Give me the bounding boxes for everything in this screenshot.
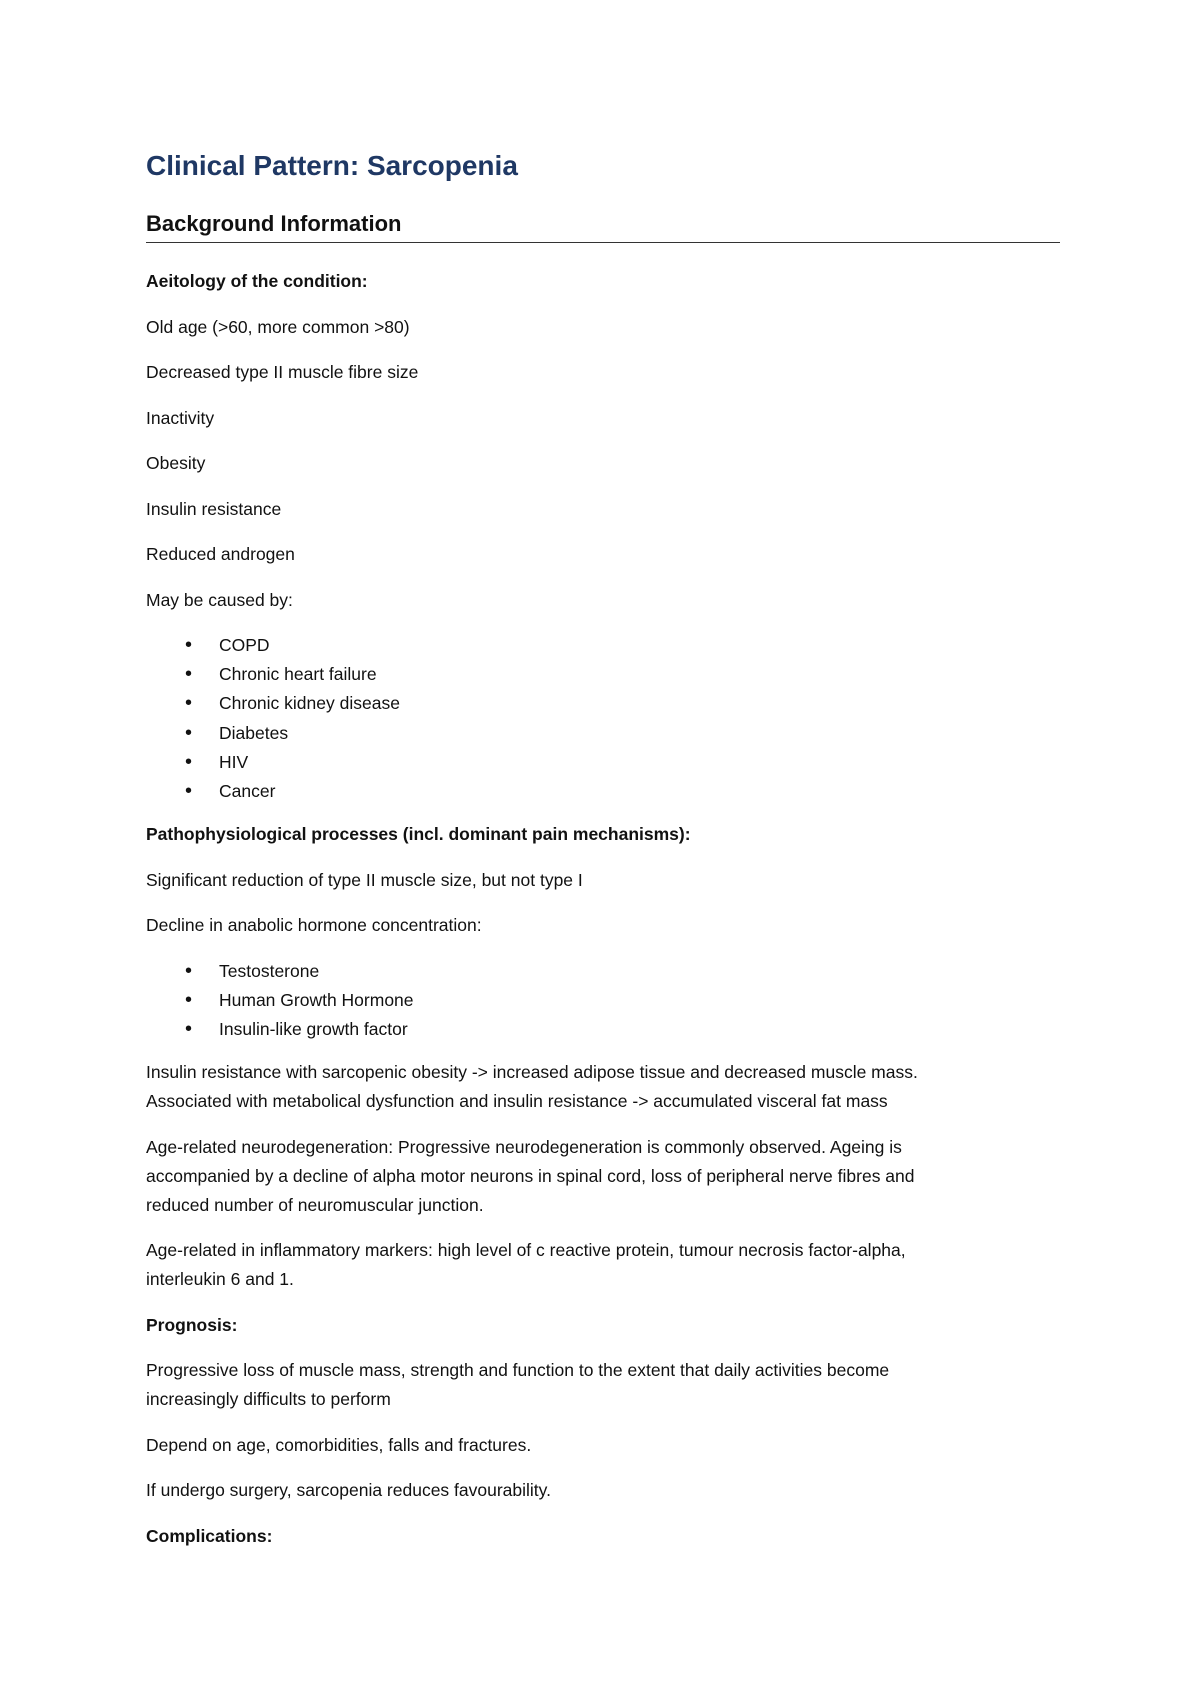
document-body <box>146 267 1060 1551</box>
prognosis-paragraph: Depend on age, comorbidities, falls and fractures. <box>146 1434 532 1455</box>
caused-by-label: May be caused by: <box>146 589 293 610</box>
prognosis-paragraph: If undergo surgery, sarcopenia reduces favourability. <box>146 1480 551 1501</box>
page-title: Clinical Pattern: Sarcopenia <box>146 150 518 181</box>
inflammatory-markers-paragraph <box>146 1236 1060 1294</box>
list-item: • Human Growth Hormone <box>219 986 1060 1015</box>
pathophysiology-paragraph: Significant reduction of type II muscle size, but not type I <box>146 869 583 890</box>
text-line: interleukin 6 and 1. <box>146 1269 294 1290</box>
section-heading: Background Information <box>146 210 1060 243</box>
aetiology-item: Inactivity <box>146 407 215 428</box>
aetiology-item: Insulin resistance <box>146 498 282 519</box>
prognosis-heading: Prognosis: <box>146 1314 238 1335</box>
text-line: Associated with metabolical dysfunction and insulin resistance -> accumulated visceral fat mass <box>146 1091 888 1112</box>
text-line: Age-related in inflammatory markers: high level of c reactive protein, tumour necrosis factor-alpha, <box>146 1240 906 1261</box>
text-line: reduced number of neuromuscular junction. <box>146 1194 484 1215</box>
aetiology-heading: Aeitology of the condition: <box>146 271 368 291</box>
text-line: Progressive loss of muscle mass, strength and function to the extent that daily activities become <box>146 1360 890 1381</box>
text-line: increasingly difficults to perform <box>146 1389 391 1410</box>
text-line: Insulin resistance with sarcopenic obesity -> increased adipose tissue and decreased muscle mass. <box>146 1062 918 1083</box>
aetiology-item: Obesity <box>146 453 206 473</box>
list-item: • Cancer <box>219 777 1060 806</box>
hormone-list <box>146 957 1060 1045</box>
aetiology-item: Reduced androgen <box>146 544 295 564</box>
caused-by-list <box>146 631 1060 806</box>
list-item: • COPD <box>219 631 1060 660</box>
complications-heading: Complications: <box>146 1525 273 1546</box>
list-item: • HIV <box>219 748 1060 777</box>
text-line: Age-related neurodegeneration: Progressive neurodegeneration is commonly observed. Ageing is <box>146 1136 902 1157</box>
aetiology-item: Decreased type II muscle fibre size <box>146 362 419 382</box>
list-item: • Chronic kidney disease <box>219 689 1060 718</box>
prognosis-paragraph <box>146 1356 1060 1414</box>
hormone-decline-label: Decline in anabolic hormone concentration: <box>146 915 482 936</box>
document-page <box>146 148 1060 1567</box>
list-item: • Chronic heart failure <box>219 660 1060 689</box>
list-item: • Testosterone <box>219 957 1060 986</box>
neurodegeneration-paragraph <box>146 1133 1060 1220</box>
insulin-resistance-paragraph <box>146 1058 1060 1116</box>
aetiology-item: Old age (>60, more common >80) <box>146 316 410 337</box>
list-item: • Diabetes <box>219 719 1060 748</box>
list-item: • Insulin-like growth factor <box>219 1015 1060 1044</box>
pathophysiology-heading: Pathophysiological processes (incl. dominant pain mechanisms): <box>146 824 691 845</box>
text-line: accompanied by a decline of alpha motor neurons in spinal cord, loss of peripheral nerve fibres and <box>146 1165 915 1186</box>
